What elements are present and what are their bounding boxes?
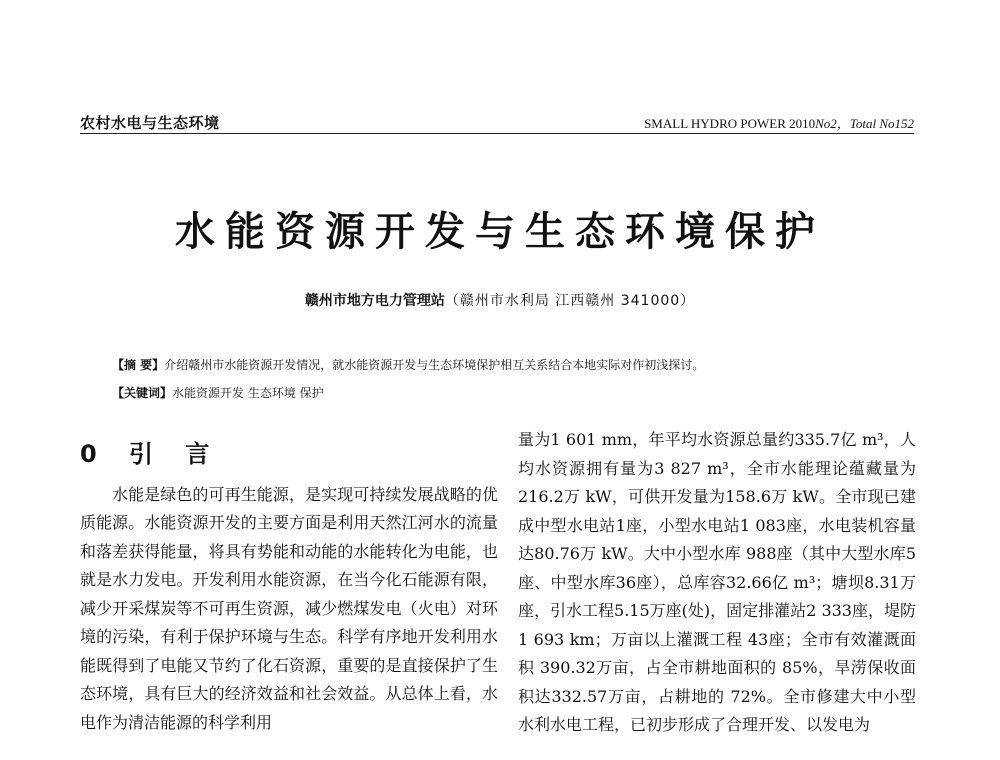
keywords-text: 水能资源开发 生态环境 保护: [172, 386, 324, 400]
intro-paragraph: 水能是绿色的可再生能源，是实现可持续发展战略的优质能源。水能资源开发的主要方面是利用天然江河水的流量和落差获得能量，将具有势能和动能的水能转化为电能，也就是水力发电。开发利用水能资源，在当今化石能源有限，减少开采煤炭等不可再生资源，减少燃煤发电（火电）对环境的污染，有利于保护环境与生态。科学有序地开发利用水能既得到了电能又节约了化石资源，重要的是直接保护了生态环境，具有巨大的经济效益和社会效益。从总体上看，水电作为清洁能源的科学利用: [80, 484, 498, 732]
author-name: 赣州市地方电力管理站: [304, 293, 445, 309]
abstract-text: 介绍赣州市水能资源开发情况，就水能资源开发与生态环境保护相互关系结合本地实际对作初浅探讨。: [164, 358, 705, 372]
journal-name-cn: 农村水电与生态环境: [80, 114, 220, 132]
abstract: [112, 356, 902, 373]
journal-issue-info: [644, 113, 914, 132]
issue-number: No2，Total No152: [815, 116, 914, 131]
author-affiliation: （赣州市水利局 江西赣州 341000）: [444, 293, 696, 309]
header-rule: [80, 133, 914, 134]
abstract-label: 【摘 要】: [112, 358, 165, 372]
journal-name-en: SMALL HYDRO POWER 2010: [644, 116, 816, 131]
keywords-label: 【关键词】: [112, 386, 173, 400]
running-header: [80, 112, 914, 134]
section-heading: 0 引 言: [80, 440, 222, 468]
article-title: 水能资源开发与生态环境保护: [175, 209, 825, 255]
left-column: [80, 430, 498, 737]
right-column-paragraph: 量为1 601 mm，年平均水资源总量约335.7亿 m³，人均水资源拥有量为3 827 m³，全市水能理论蕴藏量为216.2万 kW，可供开发量为158.6万 kW。全市现已建成中型水电站1座，小型水电站1 083座，水电装机容量达80.76万 kW。大中小型水库 988座（其中大型水库5座、中型水库36座），总库容32.66亿 m³；塘坝8.31万座，引水工程5.15万座(处)，固定排灌站2 333座，堤防1 693 km；万亩以上灌溉工程 43座；全市有效灌溉面积 390.32万亩，占全市耕地面积的 85%，旱涝保收面积达332.57万亩，占耕地的 72%。全市修建大中小型水利水电工程，已初步形成了合理开发、以发电为: [518, 430, 916, 734]
right-column: [518, 426, 916, 740]
author-line: [0, 290, 1000, 310]
keywords: [112, 384, 902, 401]
